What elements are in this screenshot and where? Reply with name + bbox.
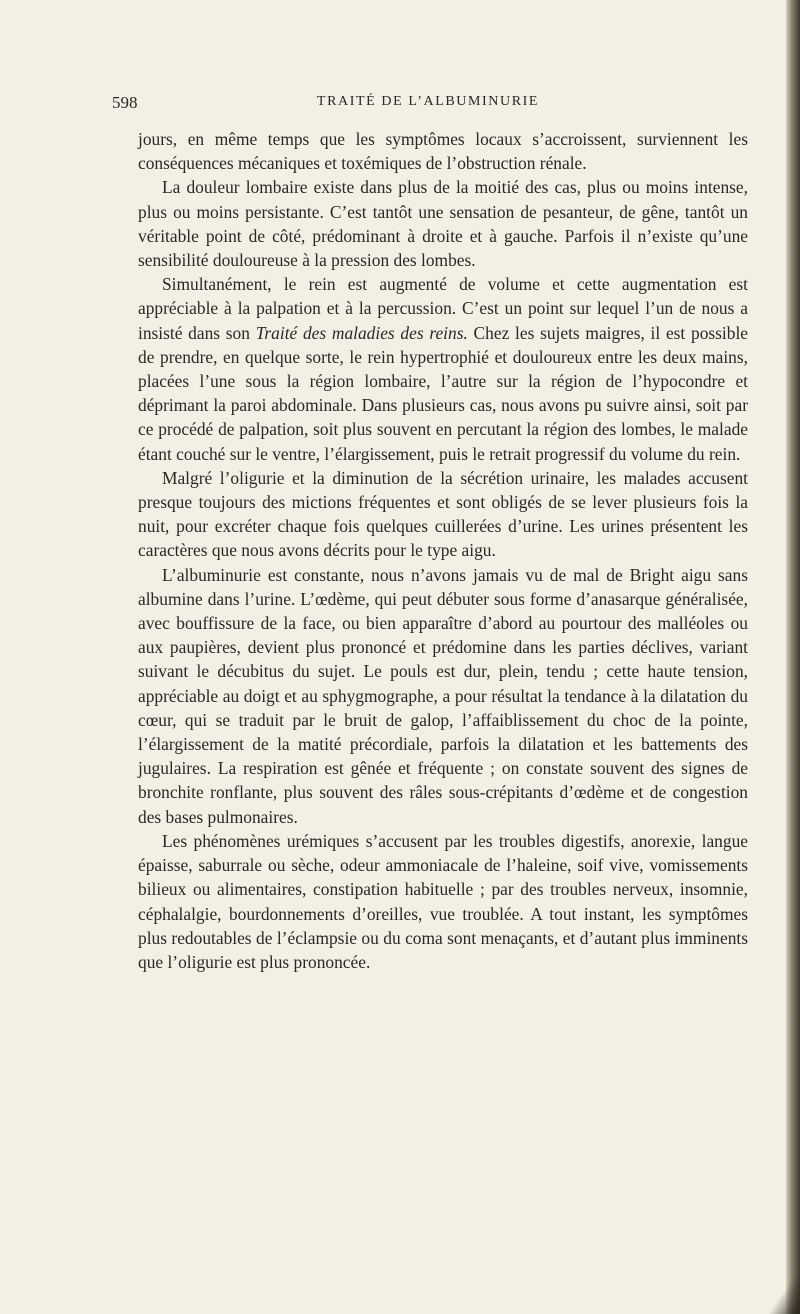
page-number: 598 [112,93,138,112]
body-text [138,127,748,974]
paragraph-text-before: Simultanément, le rein est augmenté de volume et cette augmentation est appréciable à la palpation et à la percussion. C’est un point sur lequel l’un de nous a insisté dans son [138,274,748,343]
paragraph-text: jours, en même temps que les symptômes locaux s’accroissent, surviennent les conséquences mécaniques et toxémiques de l’obstruction rénale. [138,129,748,174]
paragraph-uremic-phenomena [138,829,748,974]
book-title-reference: Traité des maladies des reins. [255,322,468,343]
paragraph-albuminuria [138,563,748,829]
paragraph-kidney-volume [138,272,748,466]
book-spine-shadow [786,0,800,1314]
paragraph-text: L’albuminurie est constante, nous n’avons jamais vu de mal de Bright aigu sans albumine dans l’urine. L’œdème, qui peut débuter sous forme d’anasarque généralisée, avec bouffissure de la face, ou bien apparaître d’abord au pourtour des malléoles ou aux paupières, devient plus prononcé et prédomine dans les parties déclives, variant suivant le décubitus du sujet. Le pouls est dur, plein, tendu ; cette haute tension, appréciable au doigt et au sphygmographe, a pour résultat la tendance à la dilatation du cœur, qui se traduit par le bruit de galop, l’affaiblissement du choc de la pointe, l’élargissement de la matité précordiale, parfois la dilatation et les battements des jugulaires. La respiration est gênée et fréquente ; on constate souvent des signes de bronchite ronflante, plus souvent des râles sous-crépitants d’œdème et de congestion des bases pulmonaires. [138,564,748,827]
paragraph-lumbar-pain [138,175,748,272]
paragraph-text-after: Chez les sujets maigres, il est possible de prendre, en quelque sorte, le rein hypertrophié et douloureux entre les deux mains, placées l’une sous la région lombaire, l’autre sur la région de l’hypocondre et déprimant la paroi abdominale. Dans plusieurs cas, nous avons pu suivre ainsi, soit par ce procédé de palpation, soit plus souvent en percutant la région des lombes, le malade étant couché sur le ventre, l’élargissement, puis le retrait progressif du volume du rein. [138,322,749,464]
running-head [112,93,744,117]
page-corner-shadow [760,1254,800,1314]
running-title: TRAITÉ DE L’ALBUMINURIE [316,94,540,109]
paragraph-text: Malgré l’oligurie et la diminution de la sécrétion urinaire, les malades accusent presque toujours des mictions fréquentes et sont obligés de se lever plusieurs fois la nuit, pour excréter chaque fois quelques cuillerées d’urine. Les urines présentent les caractères que nous avons décrits pour le type aigu. [138,467,748,561]
paragraph-text: Les phénomènes urémiques s’accusent par les troubles digestifs, anorexie, langue épaisse, saburrale ou sèche, odeur ammoniacale de l’haleine, soif vive, vomissements bilieux ou alimentaires, constipation habituelle ; par des troubles nerveux, insomnie, céphalalgie, bourdonnements d’oreilles, vue troublée. A tout instant, les symptômes plus redoutables de l’éclampsie ou du coma sont menaçants, et d’autant plus imminents que l’oligurie est plus prononcée. [138,830,748,972]
paragraph-continuation [138,127,748,175]
paragraph-text: La douleur lombaire existe dans plus de la moitié des cas, plus ou moins intense, plus ou moins persistante. C’est tantôt une sensation de pesanteur, de gêne, tantôt un véritable point de côté, prédominant à droite et à gauche. Parfois il n’existe qu’une sensibilité douloureuse à la pression des lombes. [138,177,748,271]
paragraph-oliguria [138,466,748,563]
